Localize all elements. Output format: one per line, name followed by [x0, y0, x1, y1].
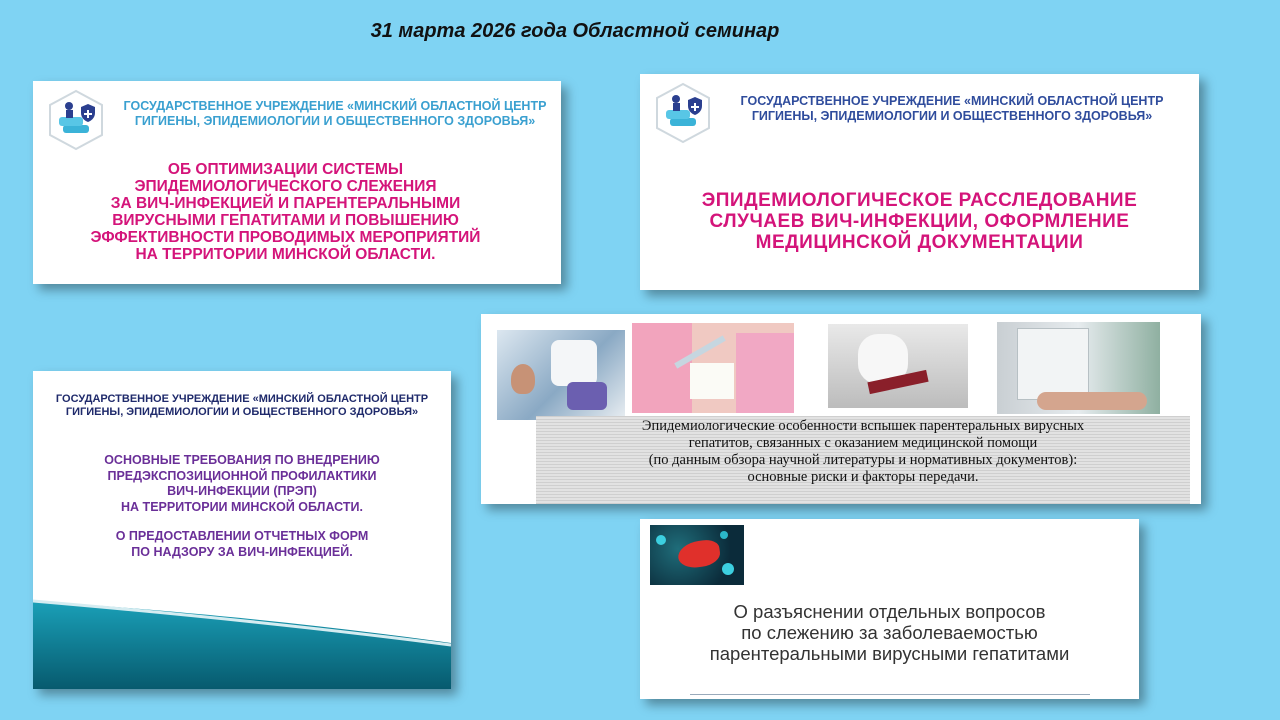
slide-title: [660, 190, 1179, 253]
title-line: НА ТЕРРИТОРИИ МИНСКОЙ ОБЛАСТИ.: [135, 246, 436, 263]
title-line: О разъяснении отдельных вопросов: [733, 601, 1046, 622]
org-name: [115, 99, 555, 129]
title-line: ЗА ВИЧ-ИНФЕКЦИЕЙ И ПАРЕНТЕРАЛЬНЫМИ: [110, 195, 461, 212]
title-line: ОСНОВНЫЕ ТРЕБОВАНИЯ ПО ВНЕДРЕНИЮ: [104, 453, 380, 467]
title-line: ВИЧ-ИНФЕКЦИИ (ПРЭП): [167, 484, 317, 498]
org-line: ГИГИЕНЫ, ЭПИДЕМИОЛОГИИ И ОБЩЕСТВЕННОГО ЗДОРОВЬЯ»: [134, 114, 536, 128]
text-line: основные риски и факторы передачи.: [747, 469, 979, 485]
title-line: ЭПИДЕМИОЛОГИЧЕСКОЕ РАССЛЕДОВАНИЕ: [701, 190, 1138, 211]
institution-logo-icon: [652, 82, 714, 144]
title-line: ПО НАДЗОРУ ЗА ВИЧ-ИНФЕКЦИЕЙ.: [131, 544, 353, 559]
slide-title: [33, 453, 451, 515]
slide-title: [53, 161, 518, 263]
title-line: парентеральными вирусными гепатитами: [709, 643, 1070, 664]
photo-blood-tube: [828, 324, 968, 408]
org-line: ГИГИЕНЫ, ЭПИДЕМИОЛОГИИ И ОБЩЕСТВЕННОГО ЗДОРОВЬЯ»: [65, 406, 419, 418]
slide-text: [536, 416, 1190, 504]
title-line: СЛУЧАЕВ ВИЧ-ИНФЕКЦИИ, ОФОРМЛЕНИЕ: [709, 211, 1130, 232]
org-line: ГОСУДАРСТВЕННОЕ УЧРЕЖДЕНИЕ «МИНСКИЙ ОБЛАСТНОЙ ЦЕНТР: [123, 99, 547, 113]
title-line: ЭПИДЕМИОЛОГИЧЕСКОГО СЛЕЖЕНИЯ: [134, 178, 437, 195]
slide-hepatitis-outbreaks[interactable]: [481, 314, 1201, 504]
page-heading: 31 марта 2026 года Областной семинар: [370, 20, 780, 42]
photo-dialysis: [997, 322, 1160, 414]
title-line: ВИРУСНЫМИ ГЕПАТИТАМИ И ПОВЫШЕНИЮ: [112, 212, 459, 229]
org-line: ГОСУДАРСТВЕННОЕ УЧРЕЖДЕНИЕ «МИНСКИЙ ОБЛАСТНОЙ ЦЕНТР: [740, 94, 1164, 108]
liver-icon: [650, 525, 744, 585]
title-line: МЕДИЦИНСКОЙ ДОКУМЕНТАЦИИ: [755, 232, 1084, 253]
slide-optimization[interactable]: [33, 81, 561, 284]
slide-prep[interactable]: [33, 371, 451, 689]
text-line: (по данным обзора научной литературы и нормативных документов):: [648, 452, 1078, 468]
photo-injection: [632, 323, 794, 413]
title-line: ОБ ОПТИМИЗАЦИИ СИСТЕМЫ: [167, 161, 404, 178]
institution-logo-icon: [45, 89, 107, 151]
slide-title: [640, 601, 1139, 664]
org-name: [722, 94, 1182, 124]
title-line: ПРЕДЭКСПОЗИЦИОННОЙ ПРОФИЛАКТИКИ: [107, 468, 377, 483]
title-line: НА ТЕРРИТОРИИ МИНСКОЙ ОБЛАСТИ.: [121, 499, 363, 514]
org-line: ГИГИЕНЫ, ЭПИДЕМИОЛОГИИ И ОБЩЕСТВЕННОГО ЗДОРОВЬЯ»: [751, 109, 1153, 123]
photo-patient: [497, 330, 625, 420]
slide-hepatitis-surveillance[interactable]: [640, 519, 1139, 699]
org-name: [33, 393, 451, 419]
divider: [690, 694, 1090, 695]
decorative-wave: [33, 599, 451, 689]
slide-subtitle: [33, 529, 451, 560]
title-line: ЭФФЕКТИВНОСТИ ПРОВОДИМЫХ МЕРОПРИЯТИЙ: [90, 229, 481, 246]
title-line: по слежению за заболеваемостью: [741, 622, 1038, 643]
org-line: ГОСУДАРСТВЕННОЕ УЧРЕЖДЕНИЕ «МИНСКИЙ ОБЛАСТНОЙ ЦЕНТР: [55, 393, 429, 405]
text-line: гепатитов, связанных с оказанием медицинской помощи: [688, 435, 1038, 451]
slide-investigation[interactable]: [640, 74, 1199, 290]
text-line: Эпидемиологические особенности вспышек парентеральных вирусных: [641, 418, 1085, 434]
title-line: О ПРЕДОСТАВЛЕНИИ ОТЧЕТНЫХ ФОРМ: [115, 529, 369, 543]
